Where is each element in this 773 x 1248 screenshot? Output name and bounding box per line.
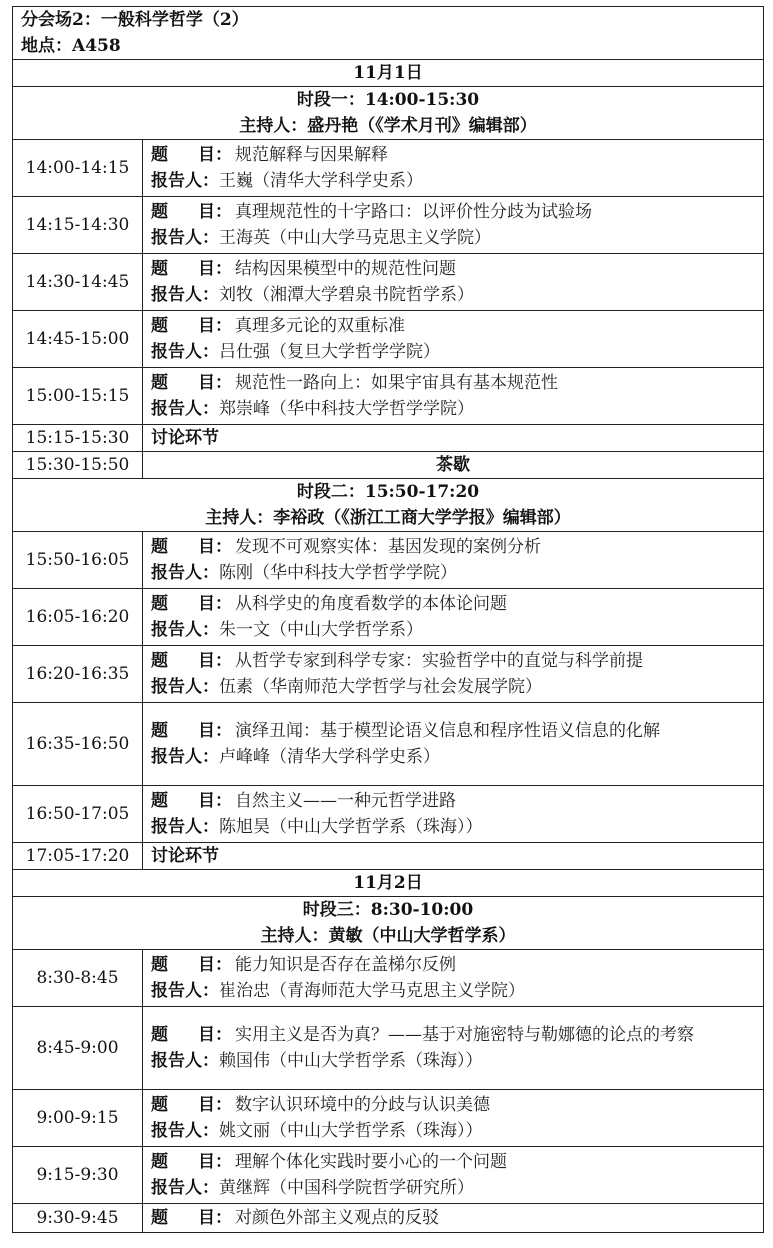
venue-title: 分会场2：一般科学哲学（2） <box>21 10 249 30</box>
topic-label: 题 目： <box>151 721 232 741</box>
talk-row <box>13 589 764 646</box>
discussion-time: 17:05-17:20 <box>13 843 143 870</box>
topic-label: 题 目： <box>151 202 232 222</box>
talk-time: 14:00-14:15 <box>13 140 143 197</box>
talk-time: 16:20-16:35 <box>13 646 143 703</box>
talk-topic: 从科学史的角度看数学的本体论问题 <box>235 594 507 614</box>
talk-speaker: 王海英（中山大学马克思主义学院） <box>219 228 491 248</box>
topic-label: 题 目： <box>151 316 232 336</box>
talk-row <box>13 254 764 311</box>
talk-row <box>13 646 764 703</box>
talk-topic: 对颜色外部主义观点的反驳 <box>235 1208 439 1228</box>
topic-label: 题 目： <box>151 1152 232 1172</box>
session-title: 时段二：15:50-17:20 <box>296 482 480 502</box>
schedule-table <box>12 6 764 1233</box>
talk-speaker: 卢峰峰（清华大学科学史系） <box>219 747 440 767</box>
talk-row <box>13 197 764 254</box>
talk-speaker: 刘牧（湘潭大学碧泉书院哲学系） <box>219 285 474 305</box>
talk-speaker: 姚文丽（中山大学哲学系（珠海）） <box>219 1121 483 1141</box>
break-time: 15:30-15:50 <box>13 452 143 479</box>
topic-label: 题 目： <box>151 651 232 671</box>
topic-label: 题 目： <box>151 594 232 614</box>
session-host: 主持人：盛丹艳（《学术月刊》编辑部） <box>239 116 537 136</box>
reporter-label: 报告人： <box>151 563 219 583</box>
discussion-label: 讨论环节 <box>151 846 219 866</box>
talk-time: 8:30-8:45 <box>13 950 143 1007</box>
talk-time: 16:05-16:20 <box>13 589 143 646</box>
talk-topic: 从哲学专家到科学专家：实验哲学中的直觉与科学前提 <box>235 651 643 671</box>
date-row <box>13 60 764 87</box>
talk-row <box>13 786 764 843</box>
talk-topic: 演绎丑闻：基于模型论语义信息和程序性语义信息的化解 <box>235 721 660 741</box>
session-host: 主持人：李裕政（《浙江工商大学学报》编辑部） <box>205 508 571 528</box>
talk-time: 9:30-9:45 <box>13 1204 143 1233</box>
break-row <box>13 452 764 479</box>
talk-row <box>13 703 764 786</box>
reporter-label: 报告人： <box>151 1051 219 1071</box>
talk-time: 9:00-9:15 <box>13 1090 143 1147</box>
talk-time: 14:30-14:45 <box>13 254 143 311</box>
session-host: 主持人：黄敏（中山大学哲学系） <box>260 926 516 946</box>
reporter-label: 报告人： <box>151 981 219 1001</box>
talk-speaker: 黄继辉（中国科学院哲学研究所） <box>219 1178 474 1198</box>
talk-time: 16:50-17:05 <box>13 786 143 843</box>
talk-time: 16:35-16:50 <box>13 703 143 786</box>
reporter-label: 报告人： <box>151 677 219 697</box>
discussion-row <box>13 843 764 870</box>
talk-topic: 规范解释与因果解释 <box>235 145 388 165</box>
talk-row <box>13 140 764 197</box>
talk-row <box>13 368 764 425</box>
discussion-row <box>13 425 764 452</box>
talk-row <box>13 311 764 368</box>
reporter-label: 报告人： <box>151 228 219 248</box>
talk-topic: 实用主义是否为真？——基于对施密特与勒娜德的论点的考察 <box>235 1025 694 1045</box>
talk-speaker: 赖国伟（中山大学哲学系（珠海）） <box>219 1051 483 1071</box>
talk-speaker: 吕仕强（复旦大学哲学学院） <box>219 342 440 362</box>
talk-time: 15:00-15:15 <box>13 368 143 425</box>
location-label: 地点：A458 <box>21 36 121 56</box>
talk-topic: 真理多元论的双重标准 <box>235 316 405 336</box>
topic-label: 题 目： <box>151 1025 232 1045</box>
talk-row <box>13 532 764 589</box>
topic-label: 题 目： <box>151 1095 232 1115</box>
reporter-label: 报告人： <box>151 1178 219 1198</box>
date-label: 11月2日 <box>13 870 764 897</box>
talk-row <box>13 1204 764 1233</box>
date-label: 11月1日 <box>13 60 764 87</box>
session-title: 时段一：14:00-15:30 <box>296 90 480 110</box>
talk-speaker: 陈刚（华中科技大学哲学学院） <box>219 563 457 583</box>
talk-topic: 能力知识是否存在盖梯尔反例 <box>235 955 456 975</box>
talk-time: 8:45-9:00 <box>13 1007 143 1090</box>
talk-time: 15:50-16:05 <box>13 532 143 589</box>
talk-time: 14:45-15:00 <box>13 311 143 368</box>
talk-topic: 真理规范性的十字路口：以评价性分歧为试验场 <box>235 202 592 222</box>
venue-row <box>13 7 764 60</box>
reporter-label: 报告人： <box>151 399 219 419</box>
talk-time: 9:15-9:30 <box>13 1147 143 1204</box>
topic-label: 题 目： <box>151 537 232 557</box>
reporter-label: 报告人： <box>151 1121 219 1141</box>
reporter-label: 报告人： <box>151 285 219 305</box>
break-label: 茶歇 <box>143 452 764 479</box>
topic-label: 题 目： <box>151 259 232 279</box>
discussion-time: 15:15-15:30 <box>13 425 143 452</box>
talk-topic: 结构因果模型中的规范性问题 <box>235 259 456 279</box>
talk-row <box>13 950 764 1007</box>
talk-speaker: 崔治忠（青海师范大学马克思主义学院） <box>219 981 525 1001</box>
topic-label: 题 目： <box>151 791 232 811</box>
reporter-label: 报告人： <box>151 747 219 767</box>
talk-row <box>13 1090 764 1147</box>
discussion-label: 讨论环节 <box>151 428 219 448</box>
talk-speaker: 郑崇峰（华中科技大学哲学学院） <box>219 399 474 419</box>
session-header <box>13 897 764 950</box>
talk-time: 14:15-14:30 <box>13 197 143 254</box>
topic-label: 题 目： <box>151 373 232 393</box>
talk-speaker: 朱一文（中山大学哲学系） <box>219 620 423 640</box>
session-title: 时段三：8:30-10:00 <box>302 900 474 920</box>
topic-label: 题 目： <box>151 955 232 975</box>
talk-topic: 规范性一路向上：如果宇宙具有基本规范性 <box>235 373 558 393</box>
reporter-label: 报告人： <box>151 342 219 362</box>
date-row <box>13 870 764 897</box>
talk-row <box>13 1007 764 1090</box>
reporter-label: 报告人： <box>151 817 219 837</box>
talk-topic: 理解个体化实践时要小心的一个问题 <box>235 1152 507 1172</box>
talk-row <box>13 1147 764 1204</box>
reporter-label: 报告人： <box>151 620 219 640</box>
talk-speaker: 伍素（华南师范大学哲学与社会发展学院） <box>219 677 542 697</box>
talk-topic: 发现不可观察实体：基因发现的案例分析 <box>235 537 541 557</box>
talk-speaker: 王巍（清华大学科学史系） <box>219 171 423 191</box>
session-header <box>13 87 764 140</box>
session-header <box>13 479 764 532</box>
talk-topic: 自然主义——一种元哲学进路 <box>235 791 456 811</box>
topic-label: 题 目： <box>151 1208 232 1228</box>
talk-speaker: 陈旭昊（中山大学哲学系（珠海）） <box>219 817 483 837</box>
talk-topic: 数字认识环境中的分歧与认识美德 <box>235 1095 490 1115</box>
reporter-label: 报告人： <box>151 171 219 191</box>
topic-label: 题 目： <box>151 145 232 165</box>
